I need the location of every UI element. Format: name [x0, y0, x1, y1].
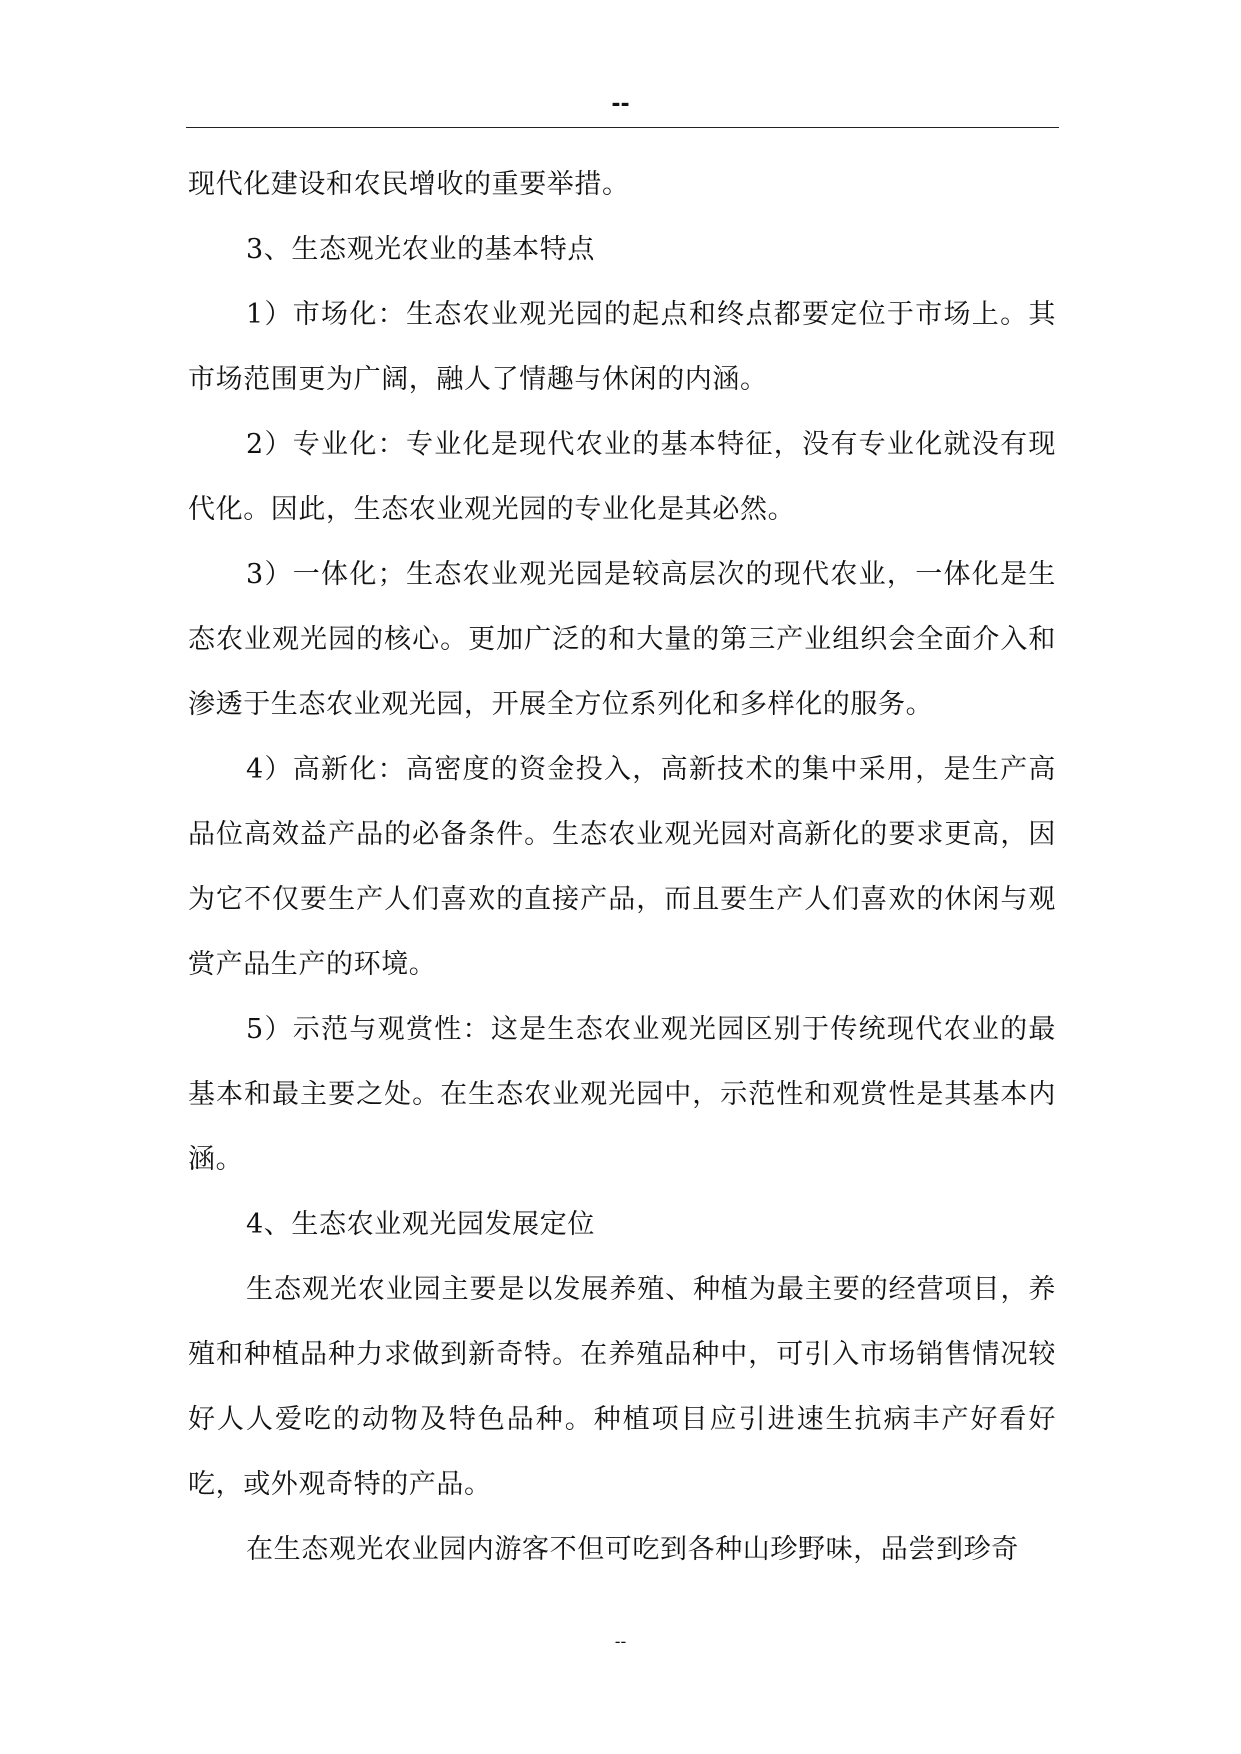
header-divider: [186, 127, 1059, 128]
paragraph: 在生态观光农业园内游客不但可吃到各种山珍野味，品尝到珍奇: [246, 1534, 1019, 1565]
document-body: [188, 152, 1056, 1582]
paragraph: 2）专业化：专业化是现代农业的基本特征，没有专业化就没有现代化。因此，生态农业观光园的专业化是其必然。: [188, 429, 1056, 525]
page-header-mark: --: [611, 92, 630, 117]
paragraph: 生态观光农业园主要是以发展养殖、种植为最主要的经营项目，养殖和种植品种力求做到新奇特。在养殖品种中，可引入市场销售情况较好人人爱吃的动物及特色品种。种植项目应引进速生抗病丰产好看好吃，或外观奇特的产品。: [188, 1274, 1056, 1500]
paragraph: 3）一体化；生态农业观光园是较高层次的现代农业，一体化是生态农业观光园的核心。更加广泛的和大量的第三产业组织会全面介入和渗透于生态农业观光园，开展全方位系列化和多样化的服务。: [188, 559, 1056, 720]
section-heading: 3、生态观光农业的基本特点: [246, 234, 595, 265]
paragraph: 4）高新化：高密度的资金投入，高新技术的集中采用，是生产高品位高效益产品的必备条件。生态农业观光园对高新化的要求更高，因为它不仅要生产人们喜欢的直接产品，而且要生产人们喜欢的休闲与观赏产品生产的环境。: [188, 754, 1056, 980]
paragraph: 现代化建设和农民增收的重要举措。: [188, 169, 630, 200]
page-footer-mark: --: [614, 1632, 627, 1651]
paragraph: 1）市场化：生态农业观光园的起点和终点都要定位于市场上。其市场范围更为广阔，融人了情趣与休闲的内涵。: [188, 299, 1056, 395]
section-heading: 4、生态农业观光园发展定位: [246, 1209, 595, 1240]
paragraph: 5）示范与观赏性：这是生态农业观光园区别于传统现代农业的最基本和最主要之处。在生态农业观光园中，示范性和观赏性是其基本内涵。: [188, 1014, 1056, 1175]
